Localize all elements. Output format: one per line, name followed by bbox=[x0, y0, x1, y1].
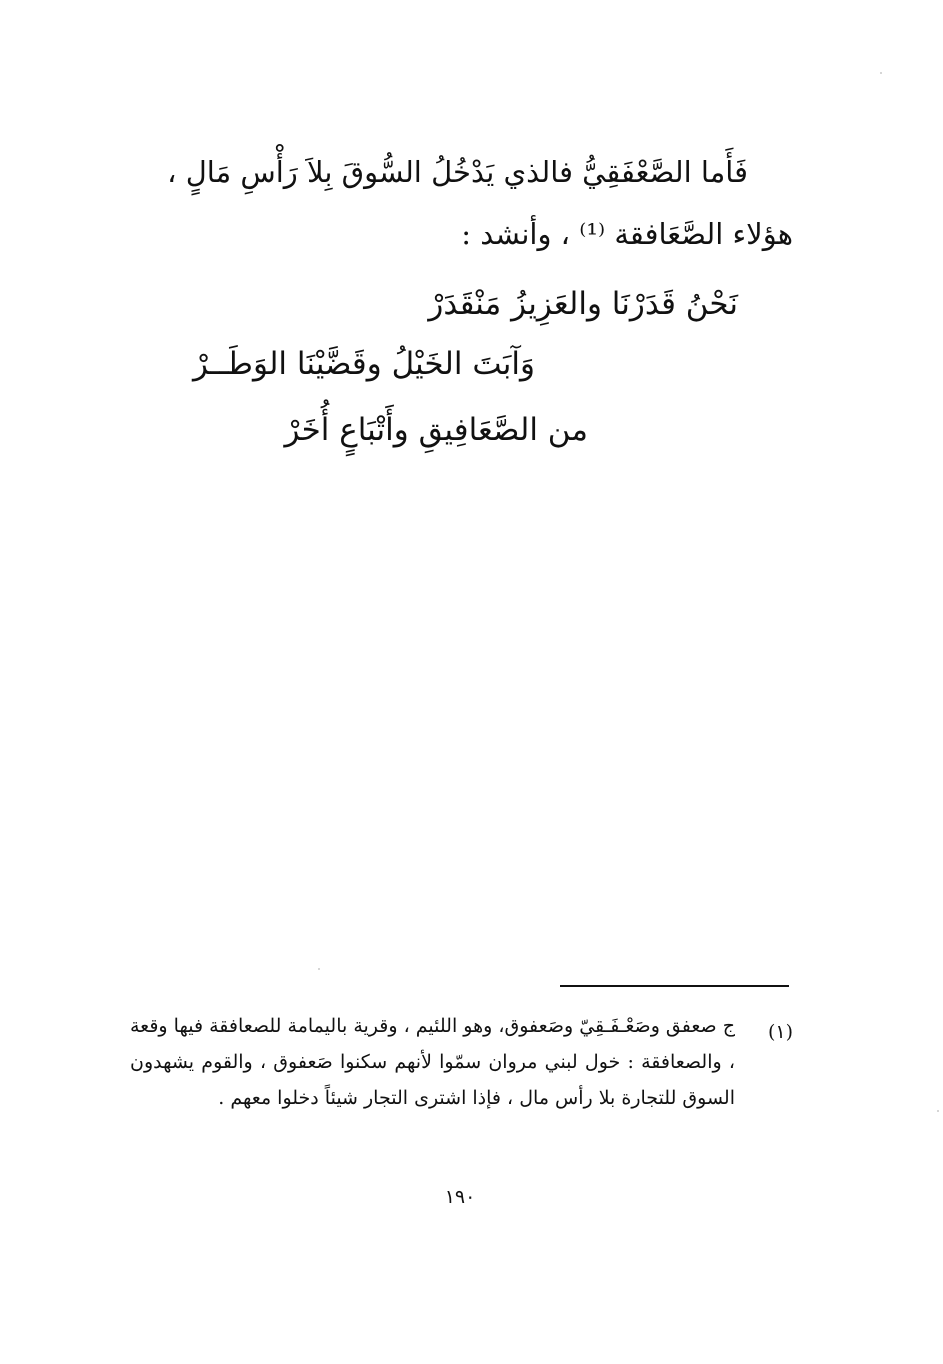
footnote-separator bbox=[560, 985, 789, 987]
footnote-text: ج صعفق وصَعْـفَـقِيّ وصَعفوق، وهو اللئيم ، وقرية باليمامة للصعافقة فيها وقعة ، والصعافقة : خول لبني مروان سمّوا لأنهم سكنوا صَعفوق ، والقوم يشهدون السوق للتجارة بلا رأس مال ، فإذا اشترى التجار شيئاً دخلوا معهم . bbox=[130, 1015, 735, 1109]
scan-speck bbox=[880, 72, 882, 74]
scan-speck bbox=[937, 1110, 939, 1112]
verse-line-3: من الصَّعَافِيقِ وأَتْبَاعٍ أُخَرْ bbox=[284, 412, 588, 448]
verse-line-2: وَآبَتَ الخَيْلُ وقَضَّيْنَا الوَطَــرْ bbox=[193, 346, 535, 382]
page-number: ١٩٠ bbox=[444, 1186, 476, 1208]
scan-speck bbox=[318, 968, 320, 970]
verse-line-1: نَحْنُ قَدَرْنَا والعَزِيزُ مَنْقَدَرْ bbox=[428, 286, 738, 322]
body-line-2: هؤلاء الصَّعَافقة ⁽¹⁾ ، وأنشد : bbox=[461, 217, 793, 251]
footnote-marker: (١) bbox=[767, 1021, 793, 1043]
body-line-1: فَأَما الصَّعْفَقِيُّ فالذي يَدْخُلُ السُّوقَ بِلاَ رَأْسِ مَالٍ ، bbox=[167, 155, 748, 189]
